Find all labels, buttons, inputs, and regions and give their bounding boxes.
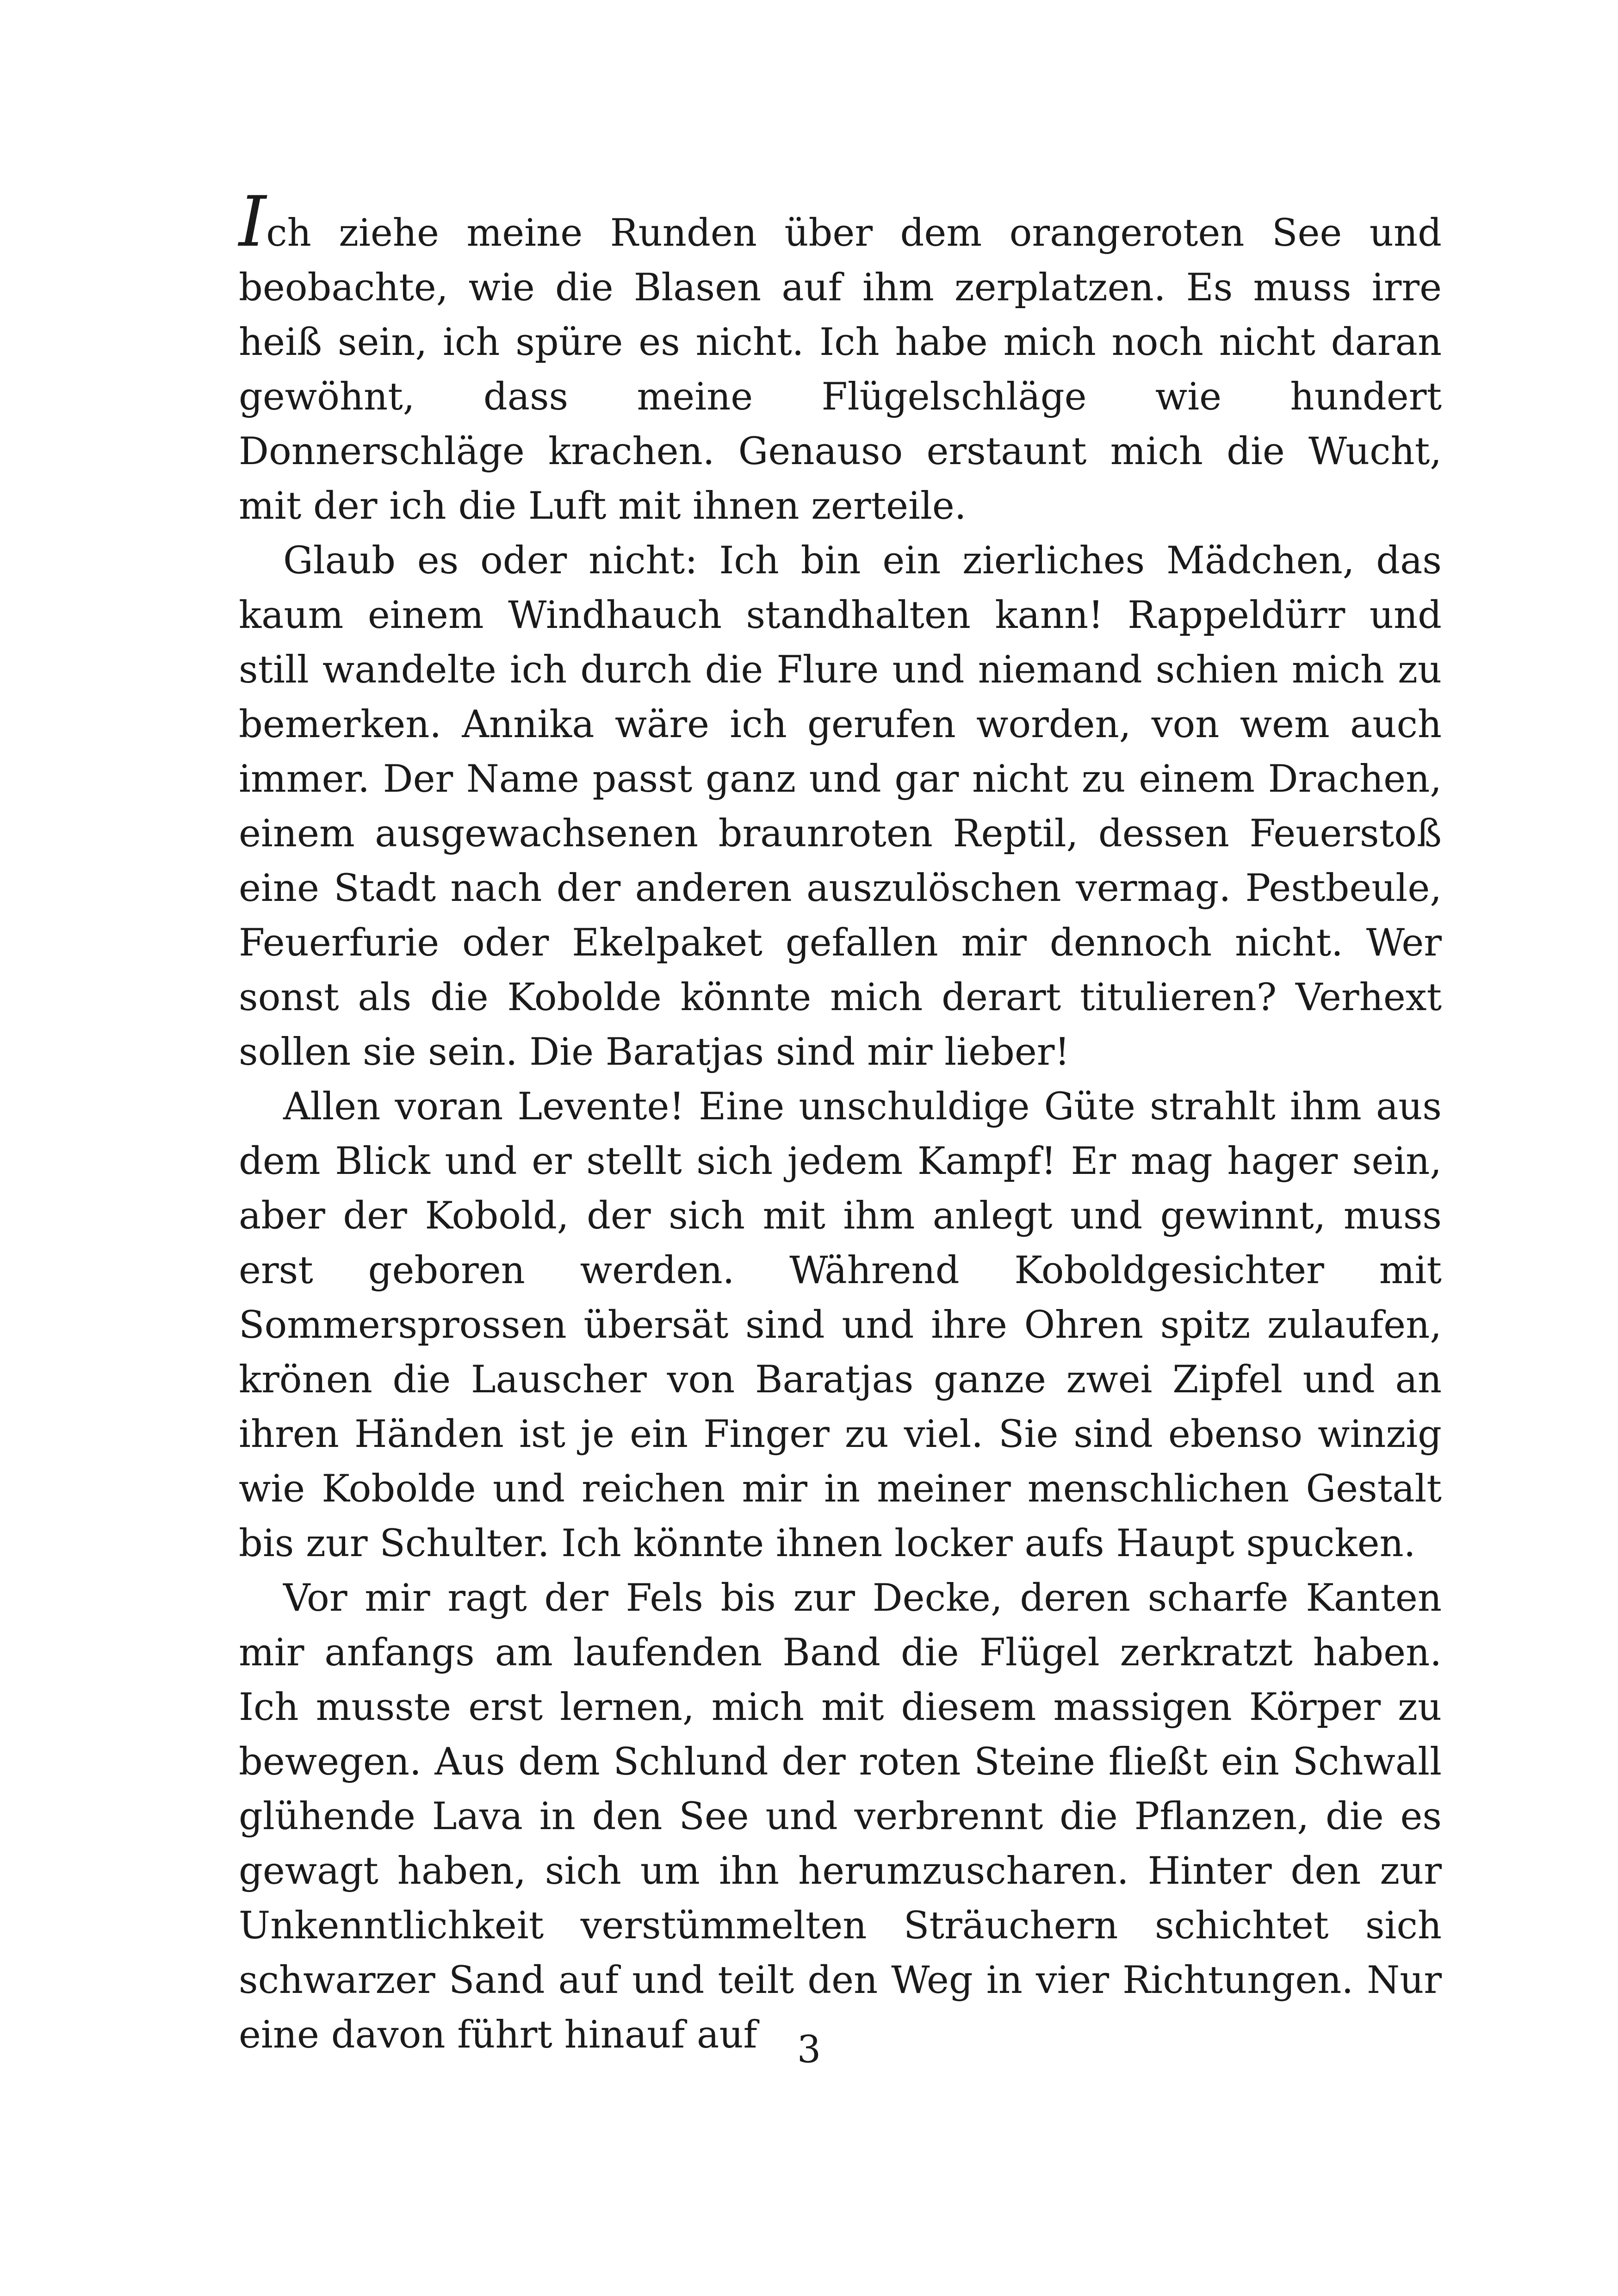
paragraph-1 (239, 182, 1442, 534)
page-number: 3 (797, 2028, 821, 2072)
paragraph-4: Vor mir ragt der Fels bis zur Decke, deren scharfe Kanten mir anfangs am laufenden Band die Flügel zerkratzt haben. Ich musste erst lernen, mich mit diesem massigen Körper zu bewegen. Aus dem Schlund der roten Steine fließt ein Schwall glühende Lava in den See und verbrennt die Pflanzen, die es gewagt haben, sich um ihn herumzuscharen. Hinter den zur Unkenntlichkeit verstümmelten Sträuchern schichtet sich schwarzer Sand auf und teilt den Weg in vier Richtungen. Nur eine davon führt hinauf auf (239, 1576, 1442, 2057)
paragraph-1-text: ch ziehe meine Runden über dem orangeroten See und beobachte, wie die Blasen auf ihm zerplatzen. Es muss irre heiß sein, ich spüre es nicht. Ich habe mich noch nicht daran gewöhnt, dass meine Flügelschläge wie hundert Donnerschläge krachen. Genauso erstaunt mich die Wucht, mit der ich die Luft mit ihnen zerteile. (239, 211, 1442, 528)
initial-letter: I (239, 182, 267, 262)
paragraph-3: Allen voran Levente! Eine unschuldige Güte strahlt ihm aus dem Blick und er stellt sich jedem Kampf! Er mag hager sein, aber der Kobold, der sich mit ihm anlegt und gewinnt, muss erst geboren werden. Während Koboldgesichter mit Sommersprossen übersät sind und ihre Ohren spitz zulaufen, krönen die Lauscher von Baratjas ganze zwei Zipfel und an ihren Händen ist je ein Finger zu viel. Sie sind ebenso winzig wie Kobolde und reichen mir in meiner menschlichen Gestalt bis zur Schulter. Ich könnte ihnen locker aufs Haupt spucken. (239, 1085, 1442, 1565)
paragraph-2: Glaub es oder nicht: Ich bin ein zierliches Mädchen, das kaum einem Windhauch standhalten kann! Rappeldürr und still wandelte ich durch die Flure und niemand schien mich zu bemerken. Annika wäre ich gerufen worden, von wem auch immer. Der Name passt ganz und gar nicht zu einem Drachen, einem ausgewachsenen braunroten Reptil, dessen Feuerstoß eine Stadt nach der anderen auszulöschen vermag. Pestbeule, Feuerfurie oder Ekelpaket gefallen mir dennoch nicht. Wer sonst als die Kobolde könnte mich derart titulieren? Verhext sollen sie sein. Die Baratjas sind mir lieber! (239, 539, 1442, 1074)
body-text (239, 182, 1442, 2062)
